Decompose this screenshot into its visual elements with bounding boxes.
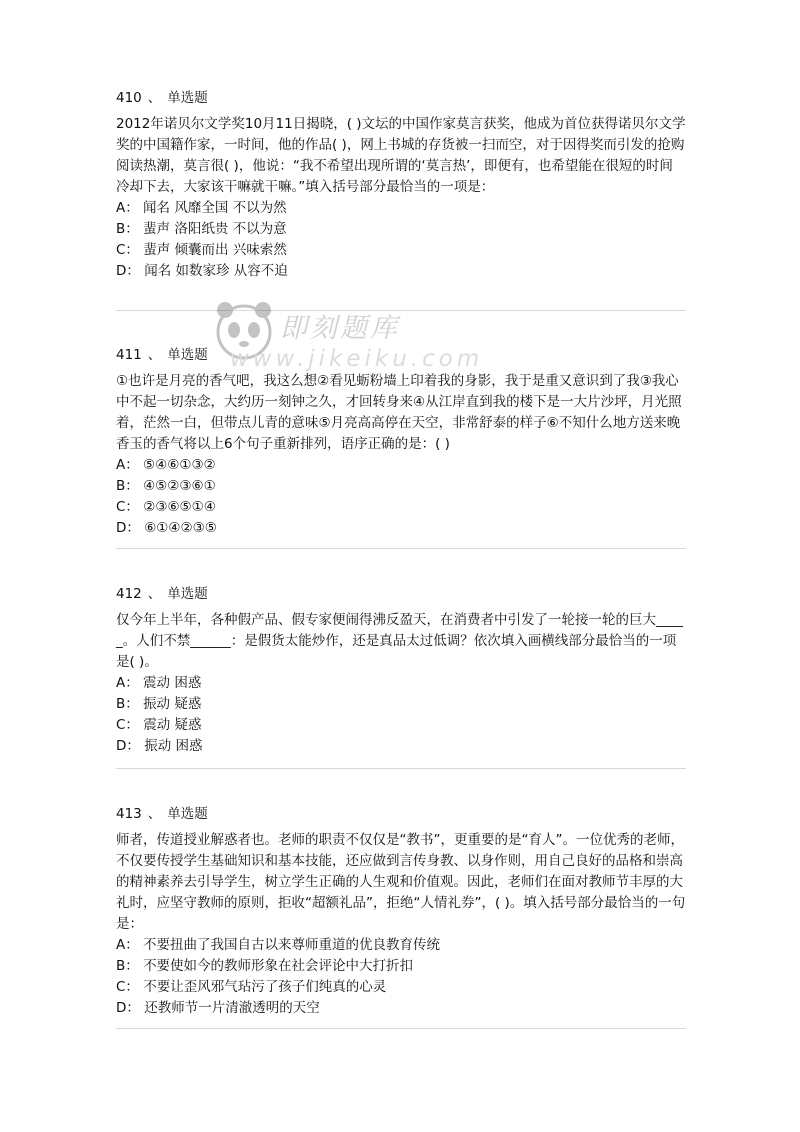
option-letter: D： — [116, 738, 140, 754]
option-b — [116, 219, 686, 240]
option-text: ④⑤②③⑥① — [143, 478, 216, 494]
question-separator: 、 — [147, 90, 162, 106]
question-stem: 师者，传道授业解惑者也。老师的职责不仅仅是“教书”，更重要的是“育人”。一位优秀的老师，不仅要传授学生基础知识和基本技能，还应做到言传身教、以身作则，用自己良好的品格和崇高的精神素养去引导学生，树立学生正确的人生观和价值观。因此，老师们在面对教师节丰厚的大礼时，应坚守教师的原则，拒收“超额礼品”，拒绝“人情礼券”，( )。填入括号部分最恰当的一句是： — [116, 832, 686, 932]
option-letter: B： — [116, 221, 139, 237]
question-header — [116, 88, 686, 108]
question-header — [116, 804, 686, 824]
question-type: 单选题 — [167, 806, 208, 822]
watermark-brand: 即刻题库 — [280, 313, 400, 344]
option-text: 振动 困惑 — [144, 738, 203, 754]
question-divider — [116, 768, 686, 769]
option-b — [116, 956, 686, 977]
option-a — [116, 198, 686, 219]
option-letter: D： — [116, 263, 140, 279]
option-text: 蜚声 洛阳纸贵 不以为意 — [143, 221, 287, 237]
option-a — [116, 673, 686, 694]
option-letter: A： — [116, 200, 139, 216]
question-number: 413 — [116, 806, 142, 822]
option-letter: C： — [116, 717, 139, 733]
question-type: 单选题 — [167, 586, 208, 602]
option-c — [116, 715, 686, 736]
option-b — [116, 476, 686, 497]
question-divider — [116, 548, 686, 549]
question-412 — [116, 584, 686, 757]
option-letter: A： — [116, 675, 139, 691]
option-d — [116, 736, 686, 757]
option-text: 震动 困惑 — [143, 675, 202, 691]
option-text: 蜚声 倾囊而出 兴味索然 — [143, 242, 287, 258]
option-text: 振动 疑惑 — [143, 696, 202, 712]
watermark — [212, 298, 484, 388]
option-letter: C： — [116, 242, 139, 258]
option-c — [116, 497, 686, 518]
option-text: 闻名 风靡全国 不以为然 — [143, 200, 287, 216]
option-letter: A： — [116, 457, 139, 473]
question-410 — [116, 88, 686, 282]
option-d — [116, 518, 686, 539]
question-separator: 、 — [147, 806, 162, 822]
option-letter: A： — [116, 937, 139, 953]
option-letter: D： — [116, 1000, 140, 1016]
question-number: 411 — [116, 347, 142, 363]
option-a — [116, 935, 686, 956]
option-text: 不要让歪风邪气玷污了孩子们纯真的心灵 — [143, 979, 387, 995]
option-letter: D： — [116, 520, 140, 536]
option-c — [116, 240, 686, 261]
option-b — [116, 694, 686, 715]
option-text: 震动 疑惑 — [143, 717, 202, 733]
option-letter: B： — [116, 696, 139, 712]
option-text: ⑤④⑥①③② — [143, 457, 216, 473]
option-letter: C： — [116, 979, 139, 995]
option-text: 还教师节一片清澈透明的天空 — [144, 1000, 320, 1016]
option-text: ⑥①④②③⑤ — [144, 520, 217, 536]
question-type: 单选题 — [167, 90, 208, 106]
option-d — [116, 998, 686, 1019]
question-header — [116, 584, 686, 604]
question-number: 410 — [116, 90, 142, 106]
option-c — [116, 977, 686, 998]
option-letter: B： — [116, 958, 139, 974]
question-stem: 仅今年上半年，各种假产品、假专家便闹得沸反盈天，在消费者中引发了一轮接一轮的巨大_____。人们不禁______：是假货太能炒作，还是真品太过低调？依次填入画横线部分最恰当的一项是( )。 — [116, 612, 683, 670]
question-separator: 、 — [147, 347, 162, 363]
option-text: 不要使如今的教师形象在社会评论中大打折扣 — [143, 958, 414, 974]
option-text: 不要扭曲了我国自古以来尊师重道的优良教育传统 — [143, 937, 441, 953]
option-letter: B： — [116, 478, 139, 494]
option-a — [116, 455, 686, 476]
option-text: 闻名 如数家珍 从容不迫 — [144, 263, 288, 279]
question-413 — [116, 804, 686, 1019]
option-d — [116, 261, 686, 282]
question-stem: 2012年诺贝尔文学奖10月11日揭晓，( )文坛的中国作家莫言获奖，他成为首位获得诺贝尔文学奖的中国籍作家，一时间，他的作品( )，网上书城的存货被一扫而空，对于因得奖而引发的抢购阅读热潮，莫言很( )，他说：“我不希望出现所谓的‘莫言热’，即便有，也希望能在很短的时间冷却下去，大家该干嘛就干嘛。”填入括号部分最恰当的一项是： — [116, 116, 686, 195]
watermark-url: www.jikeiku.com — [230, 346, 484, 372]
option-letter: C： — [116, 499, 139, 515]
option-text: ②③⑥⑤①④ — [143, 499, 216, 515]
question-number: 412 — [116, 586, 142, 602]
question-stem: ①也许是月亮的香气吧，我这么想②看见蛎粉墙上印着我的身影，我于是重又意识到了我③我心中不起一切杂念，大约历一刻钟之久，才回转身来④从江岸直到我的楼下是一大片沙坪，月光照着，茫然一白，但带点儿青的意味⑤月亮高高停在天空，非常舒泰的样子⑥不知什么地方送来晚香玉的香气将以上6个句子重新排列，语序正确的是：( ) — [116, 373, 682, 452]
question-type: 单选题 — [167, 347, 208, 363]
question-divider — [116, 1028, 686, 1029]
question-separator: 、 — [147, 586, 162, 602]
